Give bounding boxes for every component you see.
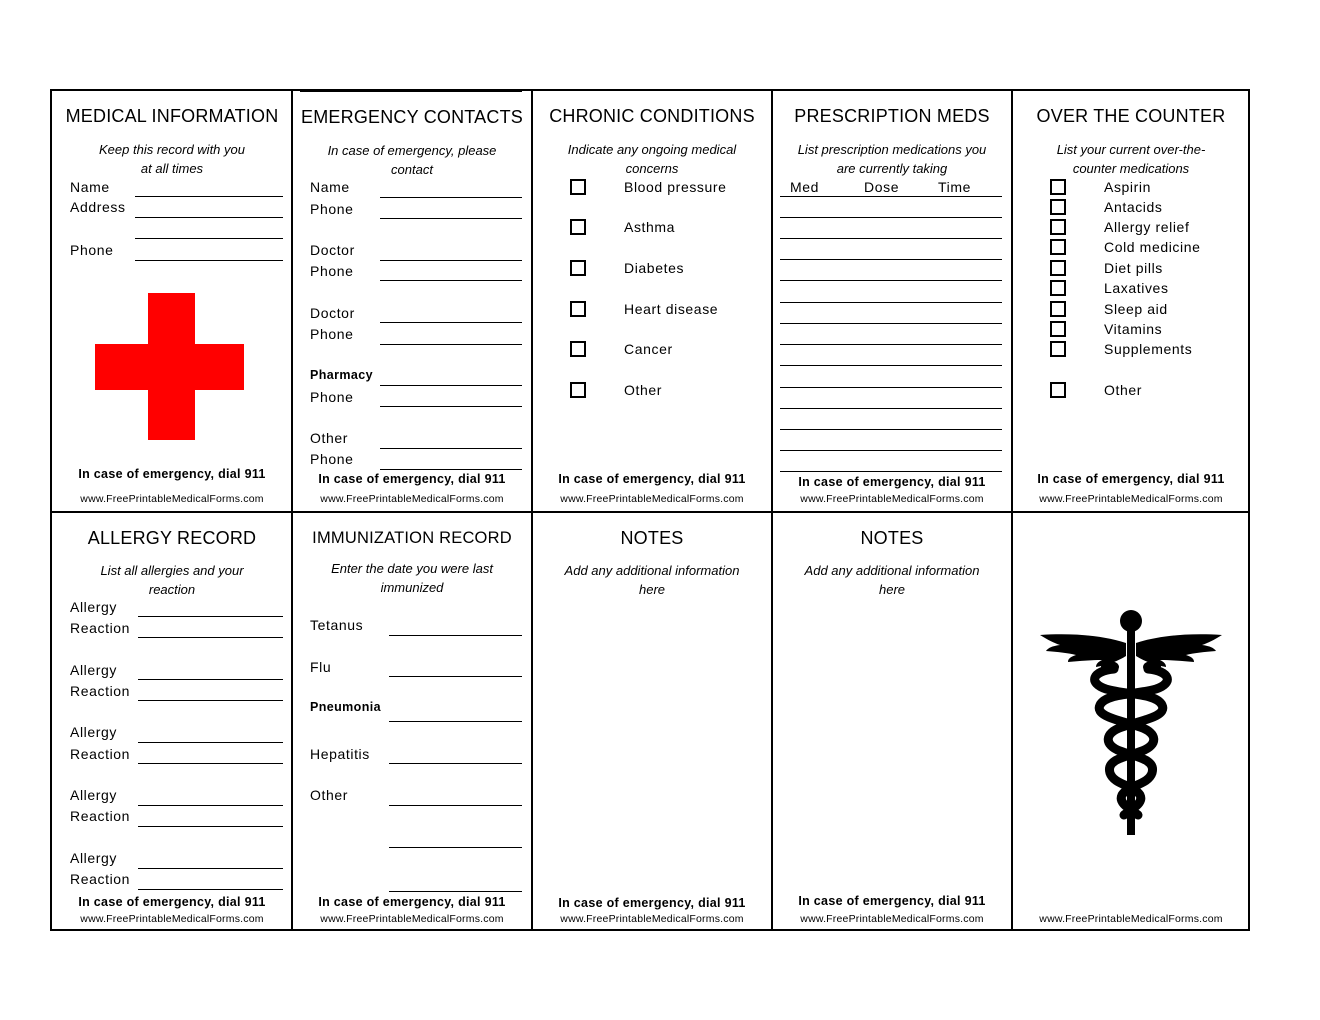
website: www.FreePrintableMedicalForms.com xyxy=(320,913,504,925)
contact-label: Other xyxy=(310,430,349,446)
contact-label: Phone xyxy=(310,326,354,342)
panel-immunization-record xyxy=(292,513,532,931)
website: www.FreePrintableMedicalForms.com xyxy=(800,493,984,505)
contact-label: Phone xyxy=(310,263,354,279)
date-field[interactable] xyxy=(389,805,522,806)
condition-label: Diabetes xyxy=(624,260,685,276)
contact-field[interactable] xyxy=(380,260,522,261)
emergency-note: In case of emergency, dial 911 xyxy=(798,475,986,489)
otc-label: Aspirin xyxy=(1104,179,1151,195)
contact-label: Phone xyxy=(310,389,354,405)
website: www.FreePrintableMedicalForms.com xyxy=(1039,493,1223,505)
panel-title: PRESCRIPTION MEDS xyxy=(794,106,990,126)
med-row-line[interactable] xyxy=(780,323,1002,324)
phone-field[interactable] xyxy=(135,260,283,261)
website: www.FreePrintableMedicalForms.com xyxy=(80,493,264,505)
condition-label: Cancer xyxy=(624,341,673,357)
medical-card-sheet xyxy=(50,89,1250,931)
med-row-line[interactable] xyxy=(780,217,1002,218)
contact-field[interactable] xyxy=(380,469,522,470)
condition-label: Other xyxy=(624,382,663,398)
med-row-line[interactable] xyxy=(780,344,1002,345)
panel-subtitle: Add any additional information here xyxy=(564,563,740,597)
checkbox[interactable] xyxy=(570,301,586,317)
panel-title: NOTES xyxy=(860,528,924,548)
date-field[interactable] xyxy=(389,847,522,848)
reaction-field[interactable] xyxy=(138,889,283,890)
checkbox[interactable] xyxy=(1050,301,1066,317)
contact-label: Phone xyxy=(310,451,354,467)
allergy-label: Allergy xyxy=(70,850,117,866)
contact-field[interactable] xyxy=(380,385,522,386)
panel-allergy-record xyxy=(52,513,292,931)
med-row-line[interactable] xyxy=(780,450,1002,451)
panel-over-the-counter xyxy=(1012,91,1250,511)
panel-caduceus xyxy=(1012,513,1250,931)
vaccine-label: Flu xyxy=(310,659,332,675)
reaction-label: Reaction xyxy=(70,683,131,699)
caduceus-icon xyxy=(1040,609,1222,837)
contact-label: Doctor xyxy=(310,305,355,321)
contact-label: Doctor xyxy=(310,242,355,258)
med-row-line[interactable] xyxy=(780,365,1002,366)
checkbox[interactable] xyxy=(570,341,586,357)
contact-label: Name xyxy=(310,179,350,195)
vaccine-label: Hepatitis xyxy=(310,746,370,762)
checkbox[interactable] xyxy=(1050,382,1066,398)
column-header-med: Med xyxy=(790,179,820,195)
contact-field[interactable] xyxy=(380,344,522,345)
otc-label: Cold medicine xyxy=(1104,239,1201,255)
reaction-field[interactable] xyxy=(138,763,283,764)
otc-label: Vitamins xyxy=(1104,321,1163,337)
allergy-field[interactable] xyxy=(138,616,283,617)
website: www.FreePrintableMedicalForms.com xyxy=(800,913,984,925)
date-field[interactable] xyxy=(389,635,522,636)
condition-label: Heart disease xyxy=(624,301,719,317)
website: www.FreePrintableMedicalForms.com xyxy=(1039,913,1223,925)
website: www.FreePrintableMedicalForms.com xyxy=(560,913,744,925)
panel-subtitle: List all allergies and your reaction xyxy=(100,563,244,597)
med-row-line[interactable] xyxy=(780,196,1002,197)
vaccine-label: Pneumonia xyxy=(310,700,381,714)
contact-label: Phone xyxy=(310,201,354,217)
allergy-label: Allergy xyxy=(70,662,117,678)
allergy-label: Allergy xyxy=(70,724,117,740)
contact-field[interactable] xyxy=(380,197,522,198)
otc-label: Diet pills xyxy=(1104,260,1163,276)
checkbox[interactable] xyxy=(570,179,586,195)
panel-subtitle: List prescription medications you are currently taking xyxy=(797,142,987,176)
med-row-line[interactable] xyxy=(780,238,1002,239)
panel-subtitle: In case of emergency, please contact xyxy=(327,143,497,177)
phone-label: Phone xyxy=(70,242,114,258)
panel-chronic-conditions xyxy=(532,91,772,511)
panel-notes-1 xyxy=(532,513,772,931)
column-header-time: Time xyxy=(938,179,971,195)
allergy-field[interactable] xyxy=(138,868,283,869)
contact-field[interactable] xyxy=(380,406,522,407)
date-field[interactable] xyxy=(389,721,522,722)
checkbox[interactable] xyxy=(570,382,586,398)
contact-field[interactable] xyxy=(380,448,522,449)
otc-label: Allergy relief xyxy=(1104,219,1190,235)
emergency-note: In case of emergency, dial 911 xyxy=(558,896,746,910)
website: www.FreePrintableMedicalForms.com xyxy=(80,913,264,925)
emergency-note: In case of emergency, dial 911 xyxy=(318,895,506,909)
allergy-label: Allergy xyxy=(70,599,117,615)
name-field[interactable] xyxy=(135,196,283,197)
panel-subtitle: Keep this record with you at all times xyxy=(99,142,245,176)
med-row-line[interactable] xyxy=(780,408,1002,409)
website: www.FreePrintableMedicalForms.com xyxy=(320,493,504,505)
name-label: Name xyxy=(70,179,110,195)
panel-title: CHRONIC CONDITIONS xyxy=(549,106,755,126)
med-row-line[interactable] xyxy=(780,387,1002,388)
checkbox[interactable] xyxy=(570,219,586,235)
checkbox[interactable] xyxy=(570,260,586,276)
med-row-line[interactable] xyxy=(780,302,1002,303)
med-row-line[interactable] xyxy=(780,259,1002,260)
reaction-label: Reaction xyxy=(70,871,131,887)
panel-medical-information xyxy=(52,91,292,511)
allergy-field[interactable] xyxy=(138,742,283,743)
panel-prescription-meds xyxy=(772,91,1012,511)
date-field[interactable] xyxy=(389,763,522,764)
otc-label: Laxatives xyxy=(1104,280,1169,296)
top-rule xyxy=(300,91,522,92)
reaction-field[interactable] xyxy=(138,700,283,701)
checkbox[interactable] xyxy=(1050,280,1066,296)
reaction-field[interactable] xyxy=(138,826,283,827)
vaccine-label: Tetanus xyxy=(310,617,364,633)
vaccine-label: Other xyxy=(310,787,349,803)
med-row-line[interactable] xyxy=(780,429,1002,430)
reaction-label: Reaction xyxy=(70,620,131,636)
condition-label: Blood pressure xyxy=(624,179,727,195)
med-row-line[interactable] xyxy=(780,280,1002,281)
panel-subtitle: Add any additional information here xyxy=(804,563,980,597)
website: www.FreePrintableMedicalForms.com xyxy=(560,493,744,505)
address-field[interactable] xyxy=(135,238,283,239)
med-row-line[interactable] xyxy=(780,471,1002,472)
reaction-label: Reaction xyxy=(70,746,131,762)
panel-title: NOTES xyxy=(620,528,684,548)
panel-title: OVER THE COUNTER xyxy=(1036,106,1226,126)
panel-emergency-contacts xyxy=(292,91,532,511)
emergency-note: In case of emergency, dial 911 xyxy=(1037,472,1225,486)
panel-subtitle: Indicate any ongoing medical concerns xyxy=(567,142,737,176)
address-field[interactable] xyxy=(135,217,283,218)
checkbox[interactable] xyxy=(1050,179,1066,195)
column-header-dose: Dose xyxy=(864,179,900,195)
emergency-note: In case of emergency, dial 911 xyxy=(78,895,266,909)
allergy-field[interactable] xyxy=(138,805,283,806)
checkbox[interactable] xyxy=(1050,260,1066,276)
otc-label: Antacids xyxy=(1104,199,1163,215)
allergy-label: Allergy xyxy=(70,787,117,803)
contact-field[interactable] xyxy=(380,280,522,281)
reaction-label: Reaction xyxy=(70,808,131,824)
otc-label: Other xyxy=(1104,382,1143,398)
panel-subtitle: Enter the date you were last immunized xyxy=(331,561,493,595)
date-field[interactable] xyxy=(389,891,522,892)
contact-field[interactable] xyxy=(380,218,522,219)
checkbox[interactable] xyxy=(1050,219,1066,235)
contact-label: Pharmacy xyxy=(310,368,373,382)
checkbox[interactable] xyxy=(1050,239,1066,255)
panel-notes-2 xyxy=(772,513,1012,931)
allergy-field[interactable] xyxy=(138,679,283,680)
address-label: Address xyxy=(70,199,126,215)
checkbox[interactable] xyxy=(1050,341,1066,357)
otc-label: Sleep aid xyxy=(1104,301,1168,317)
otc-label: Supplements xyxy=(1104,341,1193,357)
panel-title: IMMUNIZATION RECORD xyxy=(312,529,512,547)
condition-label: Asthma xyxy=(624,219,676,235)
emergency-note: In case of emergency, dial 911 xyxy=(318,472,506,486)
emergency-note: In case of emergency, dial 911 xyxy=(798,894,986,908)
contact-field[interactable] xyxy=(380,322,522,323)
panel-title: MEDICAL INFORMATION xyxy=(65,106,279,126)
panel-title: ALLERGY RECORD xyxy=(87,528,257,548)
checkbox[interactable] xyxy=(1050,321,1066,337)
emergency-note: In case of emergency, dial 911 xyxy=(558,472,746,486)
emergency-note: In case of emergency, dial 911 xyxy=(78,467,266,481)
panel-title: EMERGENCY CONTACTS xyxy=(301,107,523,127)
reaction-field[interactable] xyxy=(138,637,283,638)
date-field[interactable] xyxy=(389,676,522,677)
checkbox[interactable] xyxy=(1050,199,1066,215)
panel-subtitle: List your current over-the- counter medications xyxy=(1056,142,1206,176)
